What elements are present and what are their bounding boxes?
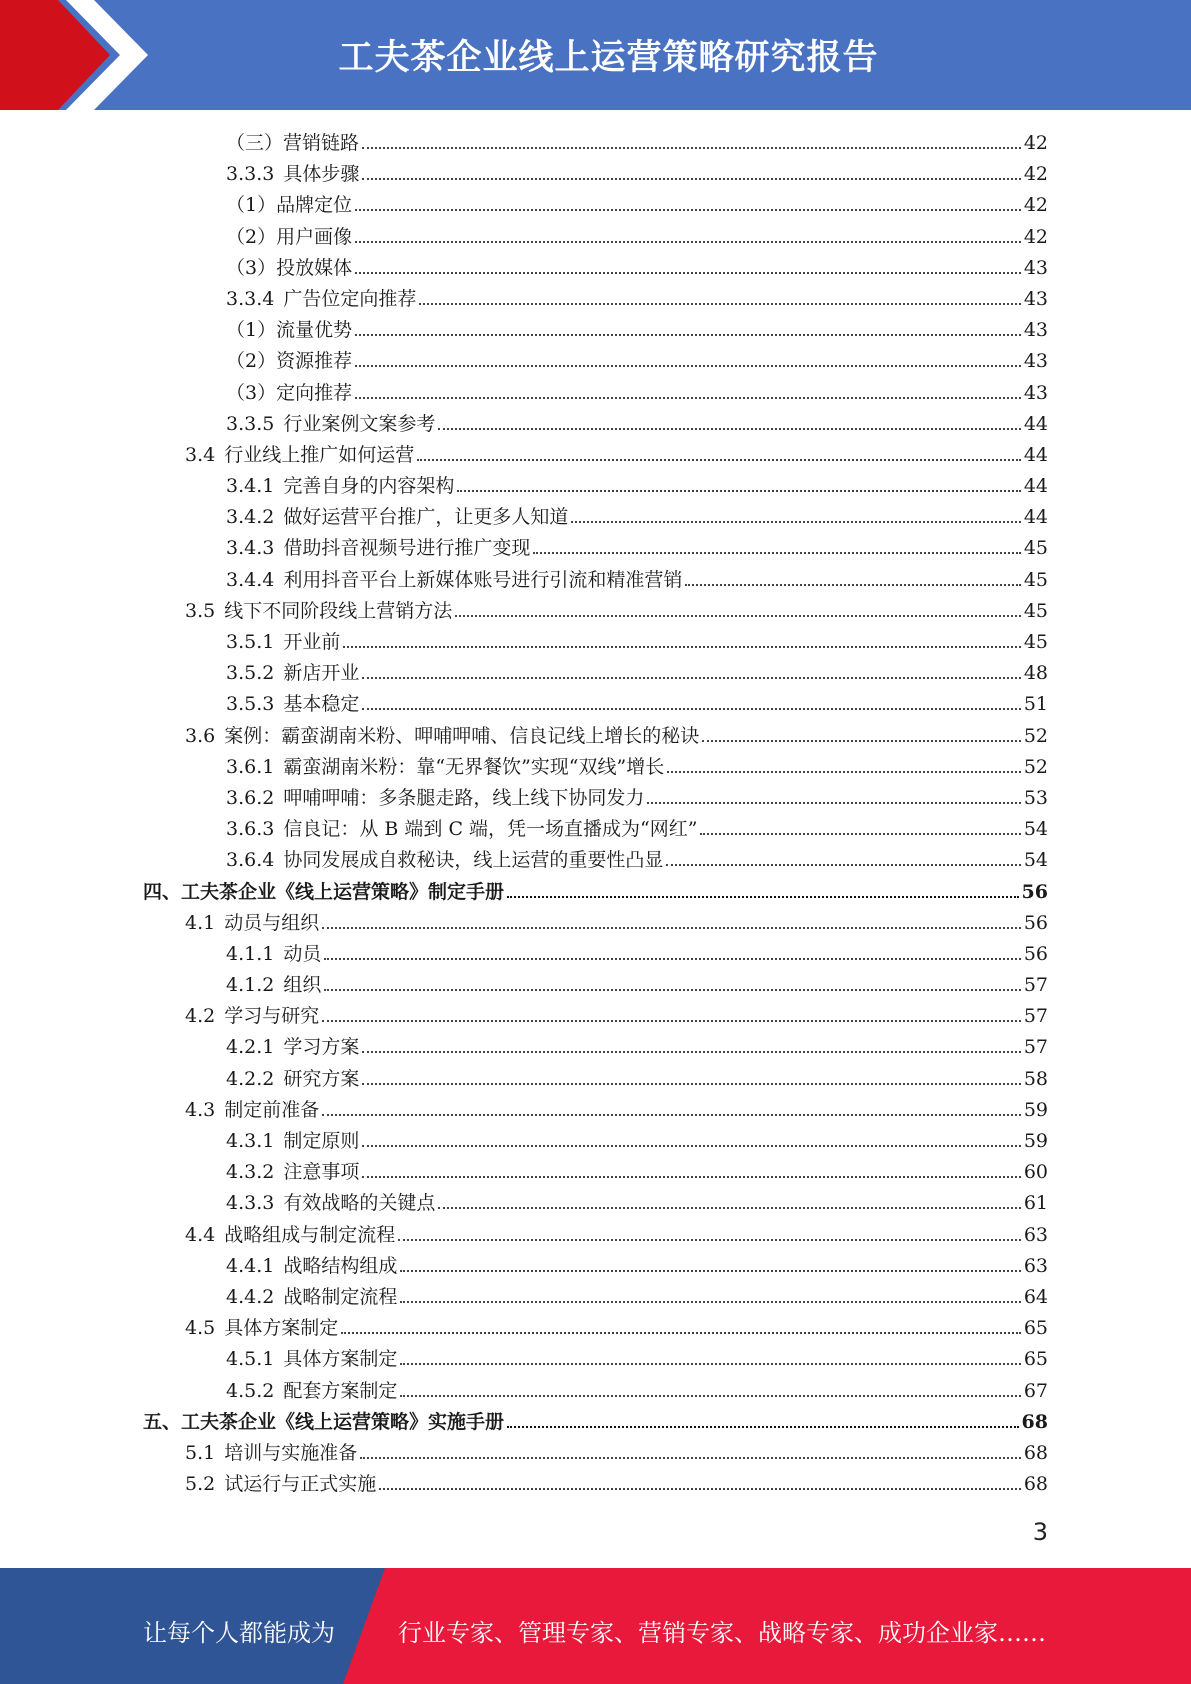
toc-entry-row — [185, 908, 1048, 939]
toc-page-number: 42 — [1023, 132, 1048, 154]
toc-entry-row — [226, 471, 1048, 502]
toc-entry-row — [226, 752, 1048, 783]
toc-section-number: 4.5 — [185, 1317, 216, 1340]
toc-page-number: 43 — [1023, 350, 1048, 373]
dot-leader — [324, 971, 1020, 991]
toc-title: 广告位定向推荐 — [283, 287, 417, 310]
dot-leader — [400, 1345, 1020, 1365]
toc-page-number: 45 — [1023, 599, 1048, 622]
toc-section-number: 4.5.2 — [226, 1379, 275, 1402]
dot-leader — [417, 441, 1021, 461]
toc-entry-row — [226, 1188, 1048, 1219]
toc-entry[interactable] — [0, 1376, 1191, 1407]
toc-section-number: 3.3.3 — [226, 163, 275, 186]
toc-page-number: 54 — [1023, 849, 1048, 872]
toc-page-number: 43 — [1023, 319, 1048, 342]
dot-leader — [362, 1127, 1020, 1147]
toc-title: （1）品牌定位 — [226, 194, 353, 217]
toc-entry[interactable] — [0, 1469, 1191, 1500]
toc-entry-row — [185, 1438, 1048, 1469]
toc-entry[interactable] — [0, 378, 1191, 409]
toc-entry-row — [226, 1157, 1048, 1188]
dot-leader — [362, 1065, 1020, 1085]
toc-entry[interactable] — [0, 1157, 1191, 1188]
toc-title: 学习方案 — [283, 1036, 360, 1059]
toc-title: 动员 — [283, 942, 322, 965]
toc-title: 具体方案制定 — [224, 1317, 339, 1340]
report-title: 工夫茶企业线上运营策略研究报告 — [338, 38, 879, 78]
toc-page-number: 64 — [1023, 1285, 1048, 1308]
toc-section-number: 3.6.3 — [226, 818, 275, 841]
toc-page-number: 63 — [1023, 1223, 1048, 1246]
toc-entry[interactable] — [0, 190, 1191, 221]
toc-section-number: 5.1 — [185, 1441, 216, 1464]
dot-leader — [360, 1439, 1021, 1459]
table-of-contents — [0, 128, 1191, 1500]
toc-title: （1）流量优势 — [226, 319, 353, 342]
toc-page-number: 42 — [1023, 194, 1048, 217]
toc-title: 开业前 — [283, 631, 341, 653]
dot-leader — [362, 160, 1020, 180]
toc-title: 线下不同阶段线上营销方法 — [224, 599, 453, 622]
dot-leader — [341, 1314, 1021, 1334]
footer-band — [0, 1568, 1191, 1684]
toc-page-number: 44 — [1023, 506, 1048, 529]
toc-entry[interactable] — [0, 502, 1191, 533]
toc-title: 具体方案制定 — [283, 1348, 398, 1371]
toc-page-number: 45 — [1023, 631, 1048, 653]
toc-title: 完善自身的内容架构 — [283, 475, 455, 498]
toc-page-number: 67 — [1023, 1379, 1048, 1402]
toc-page-number: 42 — [1023, 163, 1048, 186]
dot-leader — [355, 379, 1021, 399]
dot-leader — [398, 1221, 1021, 1241]
footer-slogan-right: 行业专家、管理专家、营销专家、战略专家、成功企业家…… — [398, 1619, 1046, 1647]
toc-title: 利用抖音平台上新媒体账号进行引流和精准营销 — [283, 568, 683, 591]
toc-entry[interactable] — [0, 1407, 1191, 1438]
toc-entry-row — [226, 845, 1048, 876]
toc-section-number: 4.1.1 — [226, 942, 275, 965]
toc-entry[interactable] — [0, 627, 1191, 658]
toc-page-number: 59 — [1023, 1098, 1048, 1121]
toc-page-number: 43 — [1023, 381, 1048, 404]
toc-section-number: 4.3 — [185, 1098, 216, 1121]
toc-entry-row — [226, 658, 1048, 689]
toc-entry-row — [185, 1095, 1048, 1126]
toc-title: 战略组成与制定流程 — [224, 1223, 396, 1246]
toc-page-number: 51 — [1023, 693, 1048, 716]
dot-leader — [455, 597, 1021, 617]
toc-title: 做好运营平台推广，让更多人知道 — [283, 506, 569, 529]
toc-entry-row — [185, 1313, 1048, 1344]
toc-title: 协同发展成自救秘诀，线上运营的重要性凸显 — [283, 849, 664, 872]
toc-title: 呷哺呷哺：多条腿走路，线上线下协同发力 — [283, 786, 645, 809]
toc-section-number: 3.6.4 — [226, 849, 275, 872]
dot-leader — [324, 940, 1020, 960]
toc-section-number: 4.3.1 — [226, 1130, 275, 1152]
dot-leader — [355, 254, 1021, 274]
toc-page-number: 44 — [1023, 475, 1048, 498]
toc-entry[interactable] — [0, 908, 1191, 939]
toc-entry-row — [226, 284, 1048, 315]
toc-entry[interactable] — [0, 1188, 1191, 1219]
toc-section-number: 3.6.1 — [226, 755, 275, 778]
toc-title: 研究方案 — [283, 1067, 360, 1090]
toc-entry-row — [226, 939, 1048, 970]
toc-page-number: 57 — [1023, 974, 1048, 997]
toc-section-number: 3.6 — [185, 724, 216, 747]
dot-leader — [362, 690, 1020, 710]
toc-section-number: 3.5.2 — [226, 662, 275, 685]
toc-title: 行业线上推广如何运营 — [224, 443, 415, 466]
dot-leader — [667, 753, 1021, 773]
toc-entry[interactable] — [0, 689, 1191, 720]
toc-entry-row — [185, 1220, 1048, 1251]
dot-leader — [507, 1408, 1019, 1428]
toc-entry[interactable] — [0, 783, 1191, 814]
toc-title: （3）定向推荐 — [226, 381, 353, 404]
dot-leader — [438, 1189, 1020, 1209]
toc-title: （3）投放媒体 — [226, 256, 353, 279]
dot-leader — [322, 1002, 1021, 1022]
toc-entry[interactable] — [0, 1251, 1191, 1282]
toc-entry-row — [226, 689, 1048, 720]
toc-entry-row — [226, 128, 1048, 159]
toc-section-number: 3.4.1 — [226, 475, 275, 498]
toc-entry-row — [226, 1251, 1048, 1282]
toc-page-number: 48 — [1023, 662, 1048, 685]
toc-title: （2）资源推荐 — [226, 350, 353, 373]
dot-leader — [400, 1283, 1020, 1303]
toc-title: 五、工夫茶企业《线上运营策略》实施手册 — [143, 1410, 505, 1433]
toc-entry[interactable] — [0, 159, 1191, 190]
toc-entry[interactable] — [0, 721, 1191, 752]
dot-leader — [343, 628, 1020, 648]
toc-page-number: 68 — [1023, 1473, 1048, 1496]
dot-leader — [322, 909, 1021, 929]
toc-title: 借助抖音视频号进行推广变现 — [283, 537, 531, 560]
toc-entry-row — [143, 1407, 1048, 1438]
toc-entry-row — [226, 1282, 1048, 1313]
dot-leader — [355, 191, 1021, 211]
toc-entry-row — [226, 159, 1048, 190]
toc-entry[interactable] — [0, 533, 1191, 564]
toc-page-number: 57 — [1023, 1005, 1048, 1028]
toc-entry[interactable] — [0, 1095, 1191, 1126]
toc-entry-row — [226, 190, 1048, 221]
toc-entry[interactable] — [0, 1344, 1191, 1375]
toc-title: 配套方案制定 — [283, 1379, 398, 1402]
toc-page-number: 52 — [1023, 755, 1048, 778]
toc-title: 四、工夫茶企业《线上运营策略》制定手册 — [143, 880, 505, 903]
dot-leader — [571, 503, 1020, 523]
toc-entry[interactable] — [0, 565, 1191, 596]
dot-leader — [400, 1252, 1020, 1272]
toc-entry-row — [185, 596, 1048, 627]
toc-entry[interactable] — [0, 253, 1191, 284]
toc-title: 注意事项 — [283, 1161, 360, 1184]
toc-entry-row — [226, 565, 1048, 596]
dot-leader — [533, 534, 1020, 554]
toc-entry[interactable] — [0, 440, 1191, 471]
toc-entry[interactable] — [0, 1064, 1191, 1095]
toc-entry[interactable] — [0, 409, 1191, 440]
toc-page-number: 45 — [1023, 568, 1048, 591]
toc-entry-row — [226, 1064, 1048, 1095]
toc-entry-row — [226, 1032, 1048, 1063]
toc-entry-row — [226, 346, 1048, 377]
toc-entry-row — [226, 1344, 1048, 1375]
toc-title: 具体步骤 — [283, 163, 360, 186]
toc-page-number: 56 — [1021, 880, 1048, 903]
toc-entry[interactable] — [0, 1313, 1191, 1344]
toc-entry[interactable] — [0, 471, 1191, 502]
toc-page-number: 58 — [1023, 1067, 1048, 1090]
toc-section-number: 3.5.1 — [226, 631, 275, 653]
toc-section-number: 3.4.3 — [226, 537, 275, 560]
toc-section-number: 4.2 — [185, 1005, 216, 1028]
toc-page-number: 44 — [1023, 412, 1048, 435]
toc-title: 行业案例文案参考 — [283, 412, 436, 435]
toc-entry-row — [226, 222, 1048, 253]
toc-page-number: 52 — [1023, 724, 1048, 747]
toc-entry-row — [185, 440, 1048, 471]
toc-page-number: 54 — [1023, 818, 1048, 841]
header-band — [0, 0, 1191, 110]
dot-leader — [362, 1033, 1020, 1053]
dot-leader — [457, 472, 1020, 492]
toc-title: 组织 — [283, 974, 322, 997]
toc-section-number: 4.3.2 — [226, 1161, 275, 1184]
toc-title: 新店开业 — [283, 662, 360, 685]
toc-page-number: 56 — [1023, 942, 1048, 965]
toc-page-number: 57 — [1023, 1036, 1048, 1059]
toc-section-number: 4.4.1 — [226, 1254, 275, 1277]
toc-section-number: 4.1.2 — [226, 974, 275, 997]
toc-entry-row — [226, 502, 1048, 533]
toc-entry-row — [226, 970, 1048, 1001]
toc-page-number: 60 — [1023, 1161, 1048, 1184]
toc-entry[interactable] — [0, 222, 1191, 253]
toc-entry[interactable] — [0, 752, 1191, 783]
toc-entry[interactable] — [0, 1220, 1191, 1251]
toc-entry[interactable] — [0, 1001, 1191, 1032]
toc-section-number: 5.2 — [185, 1473, 216, 1496]
toc-entry[interactable] — [0, 814, 1191, 845]
toc-section-number: 4.2.1 — [226, 1036, 275, 1059]
toc-page-number: 65 — [1023, 1348, 1048, 1371]
toc-page-number: 61 — [1023, 1192, 1048, 1215]
toc-entry-row — [226, 1376, 1048, 1407]
toc-page-number: 59 — [1023, 1130, 1048, 1152]
dot-leader — [362, 659, 1020, 679]
toc-section-number: 4.4.2 — [226, 1285, 275, 1308]
dot-leader — [647, 784, 1020, 804]
toc-section-number: 4.4 — [185, 1223, 216, 1246]
toc-entry[interactable] — [0, 845, 1191, 876]
dot-leader — [666, 846, 1020, 866]
toc-entry-row — [185, 721, 1048, 752]
toc-entry[interactable] — [0, 284, 1191, 315]
toc-section-number: 3.6.2 — [226, 786, 275, 809]
toc-page-number: 45 — [1023, 537, 1048, 560]
footer-slogan-left: 让每个人都能成为 — [143, 1619, 335, 1647]
dot-leader — [355, 316, 1021, 336]
toc-entry[interactable] — [0, 596, 1191, 627]
toc-section-number: 4.5.1 — [226, 1348, 275, 1371]
toc-page-number: 65 — [1023, 1317, 1048, 1340]
toc-entry[interactable] — [0, 1126, 1191, 1157]
page-number: 3 — [1032, 1518, 1048, 1546]
dot-leader — [419, 285, 1020, 305]
dot-leader — [438, 410, 1020, 430]
toc-section-number: 4.3.3 — [226, 1192, 275, 1215]
toc-entry-row — [226, 378, 1048, 409]
dot-leader — [362, 1158, 1020, 1178]
toc-title: 制定原则 — [283, 1130, 360, 1152]
toc-title: 战略结构组成 — [283, 1254, 398, 1277]
toc-page-number: 43 — [1023, 287, 1048, 310]
dot-leader — [702, 722, 1021, 742]
toc-title: 案例：霸蛮湖南米粉、呷哺呷哺、信良记线上增长的秘诀 — [224, 724, 700, 747]
toc-entry[interactable] — [0, 658, 1191, 689]
toc-entry-row — [226, 253, 1048, 284]
dot-leader — [322, 1096, 1021, 1116]
toc-entry[interactable] — [0, 1438, 1191, 1469]
toc-entry[interactable] — [0, 970, 1191, 1001]
toc-entry[interactable] — [0, 877, 1191, 908]
dot-leader — [355, 347, 1021, 367]
toc-title: 制定前准备 — [224, 1098, 320, 1121]
dot-leader — [685, 566, 1020, 586]
toc-page-number: 68 — [1021, 1410, 1048, 1433]
toc-entry-row — [185, 1469, 1048, 1500]
toc-entry[interactable] — [0, 128, 1191, 159]
toc-entry-row — [226, 627, 1048, 658]
toc-title: 试运行与正式实施 — [224, 1473, 377, 1496]
toc-section-number: 3.4.4 — [226, 568, 275, 591]
toc-entry-row — [226, 315, 1048, 346]
toc-entry[interactable] — [0, 346, 1191, 377]
dot-leader — [507, 878, 1019, 898]
toc-entry[interactable] — [0, 1032, 1191, 1063]
toc-page-number: 44 — [1023, 443, 1048, 466]
toc-page-number: 53 — [1023, 786, 1048, 809]
toc-title: （三）营销链路 — [226, 132, 360, 154]
toc-page-number: 56 — [1023, 911, 1048, 934]
toc-title: 基本稳定 — [283, 693, 360, 716]
toc-section-number: 3.4 — [185, 443, 216, 466]
dot-leader — [379, 1470, 1021, 1490]
toc-section-number: 3.5 — [185, 599, 216, 622]
toc-entry[interactable] — [0, 315, 1191, 346]
toc-entry-row — [226, 1126, 1048, 1157]
toc-section-number: 3.4.2 — [226, 506, 275, 529]
dot-leader — [362, 129, 1021, 149]
toc-entry-row — [226, 783, 1048, 814]
toc-title: 战略制定流程 — [283, 1285, 398, 1308]
toc-entry[interactable] — [0, 939, 1191, 970]
toc-entry[interactable] — [0, 1282, 1191, 1313]
toc-title: 学习与研究 — [224, 1005, 320, 1028]
toc-title: 信良记：从 B 端到 C 端，凭一场直播成为“网红” — [283, 818, 698, 841]
toc-entry-row — [226, 409, 1048, 440]
toc-section-number: 3.3.4 — [226, 287, 275, 310]
toc-section-number: 3.5.3 — [226, 693, 275, 716]
toc-title: 培训与实施准备 — [224, 1441, 358, 1464]
toc-title: 有效战略的关键点 — [283, 1192, 436, 1215]
toc-page-number: 42 — [1023, 225, 1048, 248]
dot-leader — [400, 1377, 1020, 1397]
toc-page-number: 68 — [1023, 1441, 1048, 1464]
toc-page-number: 43 — [1023, 256, 1048, 279]
toc-title: 动员与组织 — [224, 911, 320, 934]
toc-entry-row — [226, 814, 1048, 845]
toc-page-number: 63 — [1023, 1254, 1048, 1277]
toc-entry-row — [226, 533, 1048, 564]
toc-entry-row — [143, 877, 1048, 908]
toc-title: （2）用户画像 — [226, 225, 353, 248]
toc-entry-row — [185, 1001, 1048, 1032]
toc-section-number: 3.3.5 — [226, 412, 275, 435]
toc-section-number: 4.2.2 — [226, 1067, 275, 1090]
dot-leader — [700, 815, 1020, 835]
toc-title: 霸蛮湖南米粉：靠“无界餐饮”实现“双线”增长 — [283, 755, 665, 778]
toc-section-number: 4.1 — [185, 911, 216, 934]
dot-leader — [355, 223, 1021, 243]
